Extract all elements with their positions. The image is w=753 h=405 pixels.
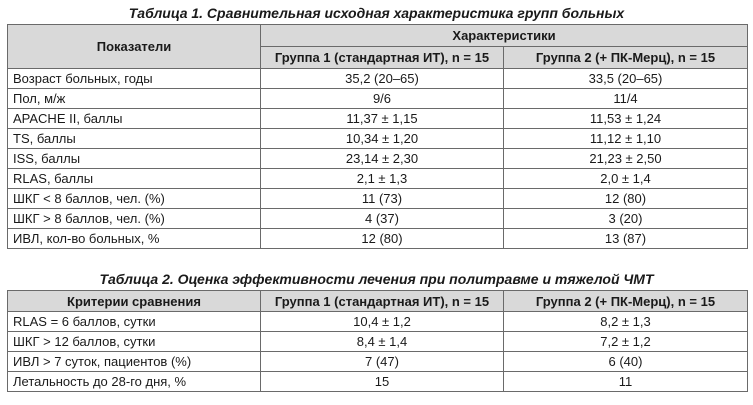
row-label: ШКГ > 12 баллов, сутки	[8, 332, 261, 352]
table2	[7, 290, 748, 392]
table-row	[8, 189, 748, 209]
table1-header-indicators: Показатели	[8, 25, 261, 69]
row-group1-value: 4 (37)	[261, 209, 504, 229]
row-group1-value: 8,4 ± 1,4	[261, 332, 504, 352]
row-label: Летальность до 28-го дня, %	[8, 372, 261, 392]
row-group2-value: 11	[504, 372, 748, 392]
table2-body	[8, 312, 748, 392]
row-group2-value: 11,53 ± 1,24	[504, 109, 748, 129]
table-row	[8, 169, 748, 189]
row-group2-value: 11,12 ± 1,10	[504, 129, 748, 149]
table-row	[8, 312, 748, 332]
table1-caption-prefix: Таблица 1.	[128, 5, 204, 21]
table2-caption-text: Оценка эффективности лечения при политравме и тяжелой ЧМТ	[173, 271, 654, 287]
table-row	[8, 129, 748, 149]
row-group1-value: 10,34 ± 1,20	[261, 129, 504, 149]
row-group2-value: 6 (40)	[504, 352, 748, 372]
row-label: APACHE II, баллы	[8, 109, 261, 129]
table-row	[8, 69, 748, 89]
row-label: ISS, баллы	[8, 149, 261, 169]
table-row	[8, 332, 748, 352]
row-group1-value: 7 (47)	[261, 352, 504, 372]
table2-header-group1: Группа 1 (стандартная ИТ), n = 15	[261, 291, 504, 312]
row-group2-value: 7,2 ± 1,2	[504, 332, 748, 352]
row-group2-value: 13 (87)	[504, 229, 748, 249]
table1-caption-text: Сравнительная исходная характеристика групп больных	[203, 5, 625, 21]
row-group1-value: 11 (73)	[261, 189, 504, 209]
row-group1-value: 35,2 (20–65)	[261, 69, 504, 89]
table-row	[8, 209, 748, 229]
table-row	[8, 149, 748, 169]
table2-caption	[0, 270, 753, 288]
row-group2-value: 2,0 ± 1,4	[504, 169, 748, 189]
row-group2-value: 33,5 (20–65)	[504, 69, 748, 89]
row-group2-value: 8,2 ± 1,3	[504, 312, 748, 332]
row-group1-value: 11,37 ± 1,15	[261, 109, 504, 129]
row-group1-value: 23,14 ± 2,30	[261, 149, 504, 169]
table2-header-criteria: Критерии сравнения	[8, 291, 261, 312]
row-group2-value: 21,23 ± 2,50	[504, 149, 748, 169]
row-label: Пол, м/ж	[8, 89, 261, 109]
table1-header-group2: Группа 2 (+ ПК-Мерц), n = 15	[504, 47, 748, 69]
row-group2-value: 3 (20)	[504, 209, 748, 229]
row-group1-value: 2,1 ± 1,3	[261, 169, 504, 189]
row-label: RLAS = 6 баллов, сутки	[8, 312, 261, 332]
row-group2-value: 11/4	[504, 89, 748, 109]
row-group1-value: 9/6	[261, 89, 504, 109]
table-row	[8, 89, 748, 109]
row-group1-value: 10,4 ± 1,2	[261, 312, 504, 332]
table1-caption	[0, 4, 753, 22]
row-label: ШКГ > 8 баллов, чел. (%)	[8, 209, 261, 229]
table1-header-characteristics: Характеристики	[261, 25, 748, 47]
table-row	[8, 352, 748, 372]
table-row	[8, 109, 748, 129]
table-row	[8, 372, 748, 392]
row-label: ИВЛ > 7 суток, пациентов (%)	[8, 352, 261, 372]
row-label: RLAS, баллы	[8, 169, 261, 189]
row-group1-value: 12 (80)	[261, 229, 504, 249]
row-label: ИВЛ, кол-во больных, %	[8, 229, 261, 249]
row-group2-value: 12 (80)	[504, 189, 748, 209]
row-label: Возраст больных, годы	[8, 69, 261, 89]
row-group1-value: 15	[261, 372, 504, 392]
table1-header-group1: Группа 1 (стандартная ИТ), n = 15	[261, 47, 504, 69]
table-row	[8, 229, 748, 249]
table2-header-group2: Группа 2 (+ ПК-Мерц), n = 15	[504, 291, 748, 312]
table1-body	[8, 69, 748, 249]
table1	[7, 24, 748, 249]
row-label: TS, баллы	[8, 129, 261, 149]
table2-caption-prefix: Таблица 2.	[99, 271, 174, 287]
row-label: ШКГ < 8 баллов, чел. (%)	[8, 189, 261, 209]
